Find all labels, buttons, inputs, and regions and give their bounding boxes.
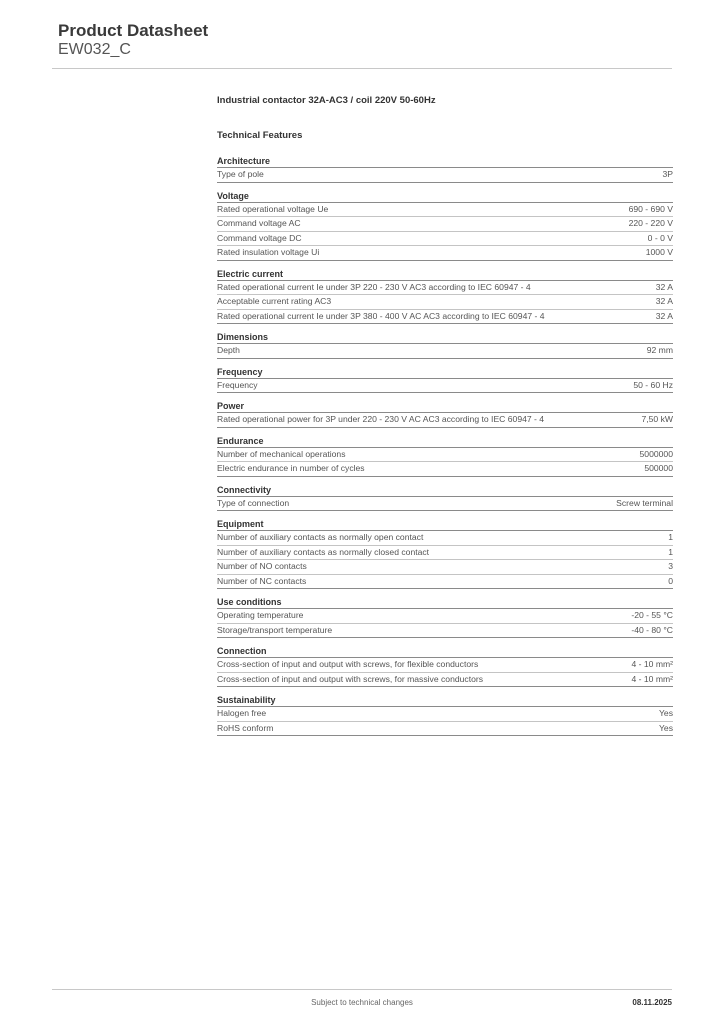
spec-value: Yes [658,722,673,733]
spec-row [217,531,673,546]
section-connectivity [217,484,673,512]
spec-label: Number of mechanical operations [217,448,346,459]
spec-value: 32 A [655,296,673,306]
spec-row [217,462,673,477]
spec-value: 220 - 220 V [628,218,673,228]
spec-label: Depth [217,345,240,355]
spec-row [217,217,673,232]
section-title: Frequency [217,366,673,379]
section-connection [217,645,673,687]
spec-row [217,448,673,463]
spec-label: Frequency [217,379,258,390]
spec-value: 32 A [655,310,673,321]
spec-label: Rated operational current Ie under 3P 220 - 230 V AC3 according to IEC 60947 - 4 [217,281,531,292]
section-title: Architecture [217,155,673,168]
spec-value: 1 [668,546,673,557]
spec-label: Type of pole [217,169,264,179]
section-title: Use conditions [217,596,673,609]
spec-value: 500000 [644,463,673,473]
product-code: EW032_C [58,41,131,58]
spec-value: Screw terminal [616,497,673,508]
spec-value: Yes [658,708,673,718]
spec-row [217,722,673,737]
spec-row [217,658,673,673]
spec-value: 1000 V [645,247,673,257]
feature-sections [217,155,673,736]
section-title: Connectivity [217,484,673,497]
spec-value: 7,50 kW [641,414,673,424]
spec-row [217,232,673,247]
technical-features-heading: Technical Features [217,130,303,141]
spec-label: Halogen free [217,708,267,718]
spec-label: Command voltage DC [217,232,302,243]
spec-value: 32 A [655,281,673,292]
spec-row [217,575,673,590]
spec-row [217,379,673,394]
spec-value: 92 mm [646,345,673,355]
spec-row [217,624,673,639]
spec-label: RoHS conform [217,722,274,733]
datasheet-content [217,94,673,743]
section-title: Power [217,400,673,413]
footer-date: 08.11.2025 [632,998,672,1007]
spec-label: Number of auxiliary contacts as normally closed contact [217,546,430,557]
spec-value: 1 [668,532,673,542]
spec-row [217,281,673,296]
spec-label: Type of connection [217,497,290,508]
spec-value: 0 [668,575,673,586]
spec-row [217,497,673,512]
spec-label: Rated operational current Ie under 3P 380 - 400 V AC AC3 according to IEC 60947 - 4 [217,310,545,321]
spec-row [217,203,673,218]
spec-label: Command voltage AC [217,218,301,228]
spec-row [217,344,673,359]
section-title: Endurance [217,435,673,448]
spec-value: 3P [662,169,673,179]
spec-label: Number of NO contacts [217,561,307,571]
section-sustainability [217,694,673,736]
spec-label: Acceptable current rating AC3 [217,296,332,306]
spec-label: Rated insulation voltage Ui [217,247,320,257]
section-equipment [217,518,673,589]
spec-value: -40 - 80 °C [631,624,673,635]
spec-row [217,546,673,561]
spec-value: -20 - 55 °C [631,610,673,620]
spec-row [217,673,673,688]
spec-row [217,560,673,575]
spec-label: Cross-section of input and output with screws, for flexible conductors [217,659,479,669]
section-title: Electric current [217,268,673,281]
spec-value: 4 - 10 mm² [631,673,673,684]
spec-row [217,707,673,722]
spec-value: 50 - 60 Hz [633,379,673,390]
section-electric-current [217,268,673,325]
spec-row [217,413,673,428]
spec-label: Storage/transport temperature [217,624,333,635]
document-title: Product Datasheet [58,21,209,40]
section-frequency [217,366,673,394]
spec-value: 3 [668,561,673,571]
spec-value: 4 - 10 mm² [631,659,673,669]
spec-row [217,168,673,183]
spec-row [217,609,673,624]
footer-divider [52,989,672,990]
spec-label: Electric endurance in number of cycles [217,463,365,473]
section-dimensions [217,331,673,359]
spec-row [217,295,673,310]
section-title: Voltage [217,190,673,203]
section-architecture [217,155,673,183]
spec-label: Operating temperature [217,610,304,620]
spec-label: Number of auxiliary contacts as normally open contact [217,532,424,542]
spec-value: 5000000 [639,448,673,459]
section-title: Sustainability [217,694,673,707]
product-title: Industrial contactor 32A-AC3 / coil 220V 50-60Hz [217,95,436,106]
spec-label: Cross-section of input and output with screws, for massive conductors [217,673,484,684]
spec-label: Rated operational power for 3P under 220 - 230 V AC AC3 according to IEC 60947 - 4 [217,414,545,424]
section-voltage [217,190,673,261]
section-title: Connection [217,645,673,658]
section-use-conditions [217,596,673,638]
spec-value: 0 - 0 V [647,232,673,243]
section-title: Equipment [217,518,673,531]
spec-row [217,246,673,261]
header-divider [52,68,672,69]
section-power [217,400,673,428]
section-endurance [217,435,673,477]
spec-label: Rated operational voltage Ue [217,203,329,214]
spec-value: 690 - 690 V [628,203,673,214]
section-title: Dimensions [217,331,673,344]
footer-note: Subject to technical changes [311,998,413,1007]
spec-label: Number of NC contacts [217,575,307,586]
spec-row [217,310,673,325]
